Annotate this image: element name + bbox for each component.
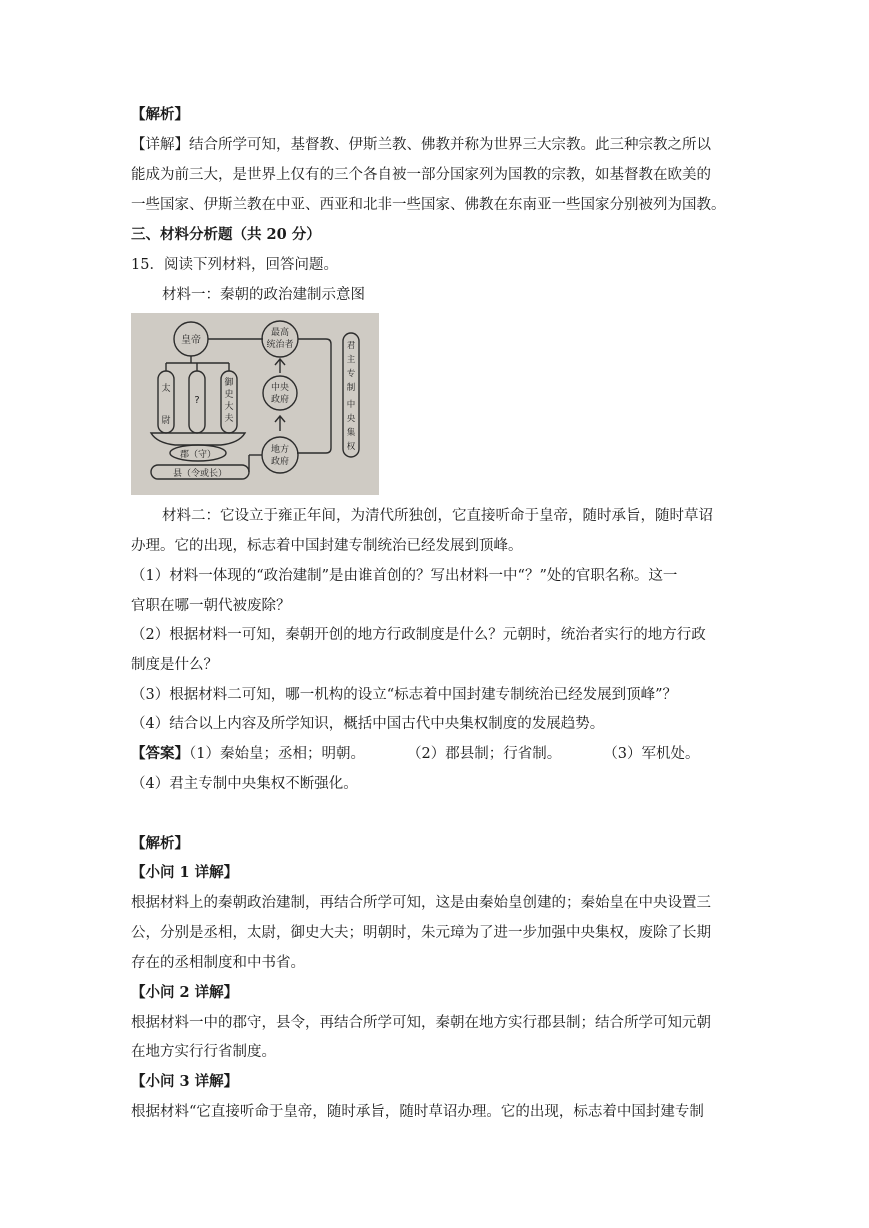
- side-char-3: 专: [346, 369, 356, 379]
- side-char-8: 权: [346, 442, 356, 452]
- central-label-1: 中央: [270, 383, 290, 393]
- answer-label: 【答案】: [131, 745, 189, 762]
- side-char-6: 央: [346, 414, 356, 424]
- question1-line-2: 官职在哪一朝代被废除？: [131, 598, 291, 614]
- answer-line-1: [131, 744, 699, 764]
- sub1-heading: 【小问 1 详解】: [131, 864, 239, 881]
- question3: （3）根据材料二可知，哪一机构的设立“标志着中国封建专制统治已经发展到顶峰”？: [131, 687, 678, 703]
- side-char-4: 制: [346, 383, 356, 393]
- question4: （4）结合以上内容及所学知识，概括中国古代中央集权制度的发展趋势。: [131, 716, 605, 732]
- taiwei-label-1: 太: [161, 384, 171, 394]
- sub3-heading: 【小问 3 详解】: [131, 1073, 239, 1090]
- qin-political-system-diagram: [131, 313, 379, 495]
- question1-line-1: （1）材料一体现的“政治建制”是由谁首创的？写出材料一中“？”处的官职名称。这一: [131, 568, 678, 584]
- local-label-1: 地方: [270, 445, 290, 455]
- yushi-label-2: 史: [224, 390, 234, 400]
- material1-caption: 材料一：秦朝的政治建制示意图: [162, 287, 365, 303]
- question2-line-1: （2）根据材料一可知，秦朝开创的地方行政制度是什么？元朝时，统治者实行的地方行政: [131, 627, 706, 643]
- side-char-7: 集: [346, 428, 356, 438]
- supreme-label-1: 最高: [270, 328, 290, 338]
- q14-detail-line-3: 一些国家、伊斯兰教在中亚、西亚和北非一些国家、佛教在东南亚一些国家分别被列为国教。: [131, 197, 726, 213]
- central-label-2: 政府: [270, 395, 290, 405]
- supreme-ruler-node: [262, 321, 298, 357]
- material2-line-1: 材料二：它设立于雍正年间，为清代所独创，它直接听命于皇帝，随时承旨，随时草诏: [162, 508, 713, 524]
- sub2-heading: 【小问 2 详解】: [131, 984, 239, 1001]
- jun-label: 郡（守）: [179, 450, 217, 460]
- side-char-2: 主: [346, 355, 356, 365]
- sub1-line-3: 存在的丞相制度和中书省。: [131, 955, 305, 971]
- local-gov-node: [262, 437, 298, 473]
- answer-part-2: （2）郡县制；行省制。: [406, 746, 562, 762]
- sub3-line-1: 根据材料“它直接听命于皇帝，随时承旨，随时草诏办理。它的出现，标志着中国封建专制: [131, 1104, 704, 1120]
- side-char-1: 君: [346, 341, 356, 351]
- question2-line-2: 制度是什么？: [131, 657, 218, 673]
- section-title: 三、材料分析题（共 20 分）: [131, 226, 321, 243]
- taiwei-label-2: 尉: [161, 416, 171, 426]
- supreme-label-2: 统治者: [266, 340, 294, 350]
- sub2-line-2: 在地方实行行省制度。: [131, 1044, 276, 1060]
- q14-detail-line-1: 【详解】结合所学可知，基督教、伊斯兰教、佛教并称为世界三大宗教。此三种宗教之所以: [131, 137, 711, 153]
- material2-line-2: 办理。它的出现，标志着中国封建专制统治已经发展到顶峰。: [131, 538, 523, 554]
- unknown-official-label: ?: [194, 395, 200, 406]
- yushi-label-1: 御: [224, 378, 234, 388]
- answer-part-4: （4）君主专制中央集权不断强化。: [131, 776, 358, 792]
- yushi-label-4: 夫: [224, 414, 234, 424]
- xian-label: 县（令或长）: [172, 469, 228, 479]
- yushi-label-3: 大: [224, 402, 234, 412]
- emperor-label: 皇帝: [181, 335, 201, 346]
- centralization-side-frame: [343, 333, 359, 457]
- q15-stem: 15．阅读下列材料，回答问题。: [131, 257, 338, 273]
- q15-analysis-heading: 【解析】: [131, 835, 189, 852]
- side-char-5: 中: [346, 400, 356, 410]
- local-label-2: 政府: [270, 457, 290, 467]
- sub2-line-1: 根据材料一中的郡守，县令，再结合所学可知，秦朝在地方实行郡县制；结合所学可知元朝: [131, 1015, 711, 1031]
- sub1-line-2: 公，分别是丞相，太尉，御史大夫；明朝时，朱元璋为了进一步加强中央集权，废除了长期: [131, 925, 711, 941]
- q14-analysis-heading: 【解析】: [131, 106, 189, 123]
- answer-part-3: （3）军机处。: [603, 746, 700, 762]
- answer-part-1: （1）秦始皇；丞相；明朝。: [189, 746, 365, 762]
- sub1-line-1: 根据材料上的秦朝政治建制，再结合所学可知，这是由秦始皇创建的；秦始皇在中央设置三: [131, 895, 711, 911]
- q14-detail-line-2: 能成为前三大，是世界上仅有的三个各自被一部分国家列为国教的宗教，如基督教在欧美的: [131, 167, 711, 183]
